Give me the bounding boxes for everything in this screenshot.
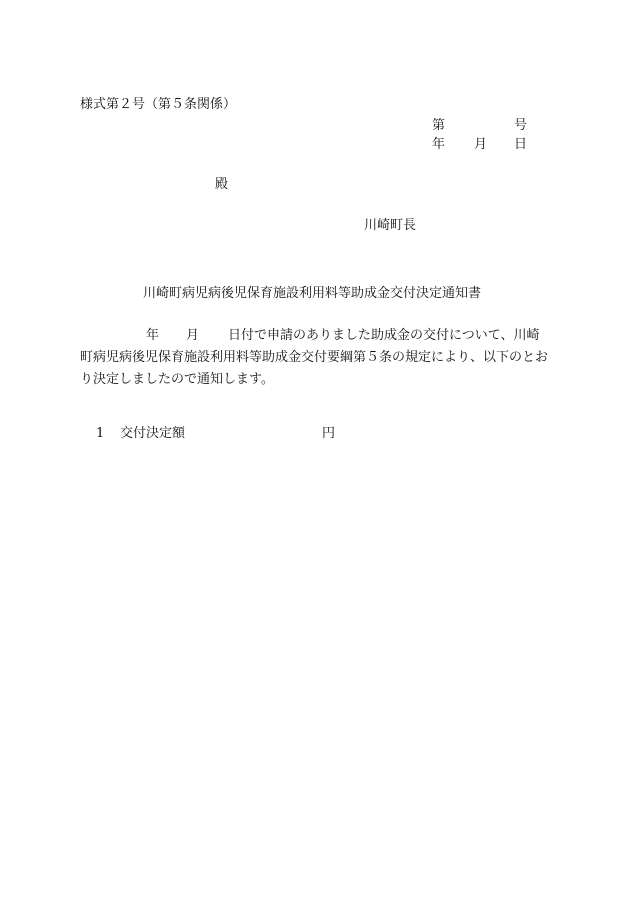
date-day: 日 bbox=[514, 137, 528, 152]
date-year: 年 bbox=[432, 137, 446, 152]
issuer-name: 川崎町長 bbox=[364, 218, 417, 233]
document-title: 川崎町病児病後児保育施設利用料等助成金交付決定通知書 bbox=[143, 286, 482, 301]
recipient-suffix: 殿 bbox=[215, 177, 229, 192]
body-text: 日付で申請のありました助成金の交付について、川崎町病児病後児保育施設利用料等助成金交付要綱第５条の規定により、以下のとおり決定しましたので通知します。 bbox=[80, 328, 549, 387]
date-month: 月 bbox=[474, 137, 488, 152]
body-paragraph bbox=[80, 325, 550, 391]
item-label: 交付決定額 bbox=[120, 426, 186, 441]
body-month: 月 bbox=[186, 328, 200, 343]
doc-number-prefix: 第 bbox=[432, 118, 446, 133]
form-number: 様式第２号（第５条関係） bbox=[80, 97, 237, 112]
doc-number-suffix: 号 bbox=[514, 118, 528, 133]
item-number: 1 bbox=[96, 426, 105, 441]
item-unit: 円 bbox=[322, 426, 336, 441]
body-year: 年 bbox=[146, 328, 160, 343]
